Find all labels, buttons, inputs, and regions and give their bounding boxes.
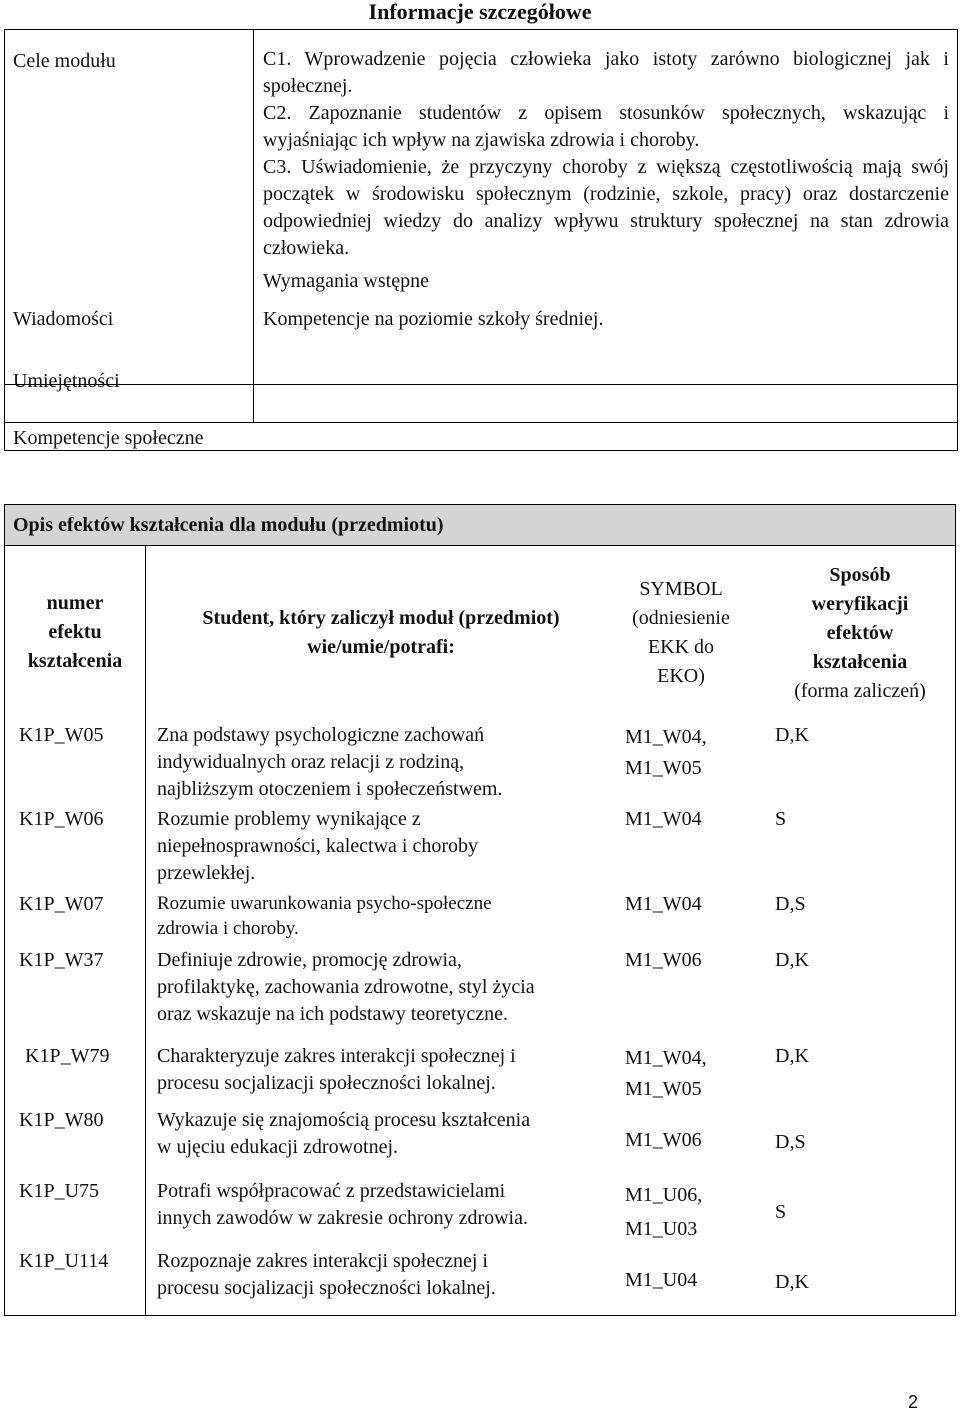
outcome-code: K1P_W80: [19, 1109, 104, 1131]
outcome-text: Rozumie uwarunkowania psycho-społeczne zdrowia i choroby.: [157, 893, 492, 939]
col-header-method: Sposób weryfikacji efektów kształcenia (forma zaliczeń): [794, 564, 926, 702]
outcome-method: D,K: [775, 1271, 809, 1293]
outcome-method: D,S: [775, 1131, 806, 1153]
module-info-table: [4, 29, 958, 451]
outcome-method: D,K: [775, 1045, 809, 1067]
outcome-symbol: M1_U04: [625, 1269, 698, 1291]
outcome-symbol: M1_W06: [625, 949, 702, 971]
knowledge-value: Kompetencje na poziomie szkoły średniej.: [263, 308, 604, 330]
outcome-symbol: M1_W04: [625, 893, 702, 915]
learning-outcomes-table: [4, 504, 956, 1316]
outcome-code: K1P_W05: [19, 724, 104, 746]
outcome-method: S: [775, 1201, 787, 1223]
row-divider: [5, 384, 957, 385]
page-number: 2: [908, 1392, 919, 1412]
goal-item: C2. Zapoznanie studentów z opisem stosunków społecznych, wskazując i wyjaśniając ich wpływ na zjawiska zdrowia i choroby.: [263, 102, 949, 151]
outcome-code: K1P_W07: [19, 893, 104, 915]
col-header-student: Student, który zaliczył moduł (przedmiot) wie/umie/potrafi:: [202, 607, 560, 658]
outcome-text: Definiuje zdrowie, promocję zdrowia, profilaktykę, zachowania zdrowotne, styl życia oraz wskazuje na ich podstawy teoretyczne.: [157, 949, 535, 1025]
outcome-text: Rozpoznaje zakres interakcji społecznej i procesu socjalizacji społeczności lokalnej.: [157, 1250, 496, 1299]
requirements-heading: Wymagania wstępne: [263, 270, 429, 292]
goals-label: Cele modułu: [13, 50, 116, 72]
outcome-code: K1P_U75: [19, 1180, 100, 1202]
outcome-method: D,K: [775, 949, 809, 971]
page-title: Informacje szczegółowe: [368, 0, 592, 24]
outcome-code: K1P_U114: [19, 1250, 109, 1272]
table-header-title: Opis efektów kształcenia dla modułu (przedmiotu): [13, 514, 444, 536]
outcome-code: K1P_W37: [19, 949, 104, 971]
outcome-code: K1P_W06: [19, 808, 104, 830]
outcome-text: Wykazuje się znajomością procesu kształcenia w ujęciu edukacji zdrowotnej.: [157, 1109, 531, 1158]
outcome-symbol: M1_W04, M1_W05: [625, 726, 707, 779]
social-competence-label: Kompetencje społeczne: [13, 427, 204, 449]
column-divider: [253, 30, 254, 422]
outcome-code: K1P_W79: [25, 1045, 110, 1067]
goals-list: [263, 46, 949, 262]
outcome-symbol: M1_W06: [625, 1129, 702, 1151]
goal-item: C3. Uświadomienie, że przyczyny choroby z większą częstotliwością mają swój początek w środowisku społecznym (rodzinie, szkole, pracy) oraz dostarczenie odpowiedniej wiedzy do analizy wpływu struktury społecznej na stan zdrowia człowieka.: [263, 156, 949, 259]
skills-label: Umiejętności: [13, 370, 120, 392]
outcome-text: Charakteryzuje zakres interakcji społecznej i procesu socjalizacji społeczności lokalnej.: [157, 1045, 516, 1094]
row-divider: [5, 422, 957, 423]
outcome-method: D,S: [775, 893, 806, 915]
goal-item: C1. Wprowadzenie pojęcia człowieka jako istoty zarówno biologicznej jak i społecznej.: [263, 48, 949, 97]
outcome-text: Zna podstawy psychologiczne zachowań indywidualnych oraz relacji z rodziną, najbliższym otoczeniem i społeczeństwem.: [157, 724, 503, 800]
table-header-bar: [5, 505, 955, 546]
knowledge-label: Wiadomości: [13, 308, 114, 330]
outcome-symbol: M1_W04: [625, 808, 702, 830]
outcome-text: Rozumie problemy wynikające z niepełnosprawności, kalectwa i choroby przewlekłej.: [157, 808, 479, 884]
col-header-symbol: SYMBOL (odniesienie EKK do EKO): [632, 578, 730, 687]
outcome-method: S: [775, 808, 787, 830]
outcome-symbol: M1_U06, M1_U03: [625, 1184, 703, 1240]
outcome-text: Potrafi współpracować z przedstawicielami innych zawodów w zakresie ochrony zdrowia.: [157, 1180, 528, 1229]
col-header-number: numer efektu kształcenia: [27, 592, 123, 672]
outcome-symbol: M1_W04, M1_W05: [625, 1047, 707, 1100]
outcome-method: D,K: [775, 724, 809, 746]
